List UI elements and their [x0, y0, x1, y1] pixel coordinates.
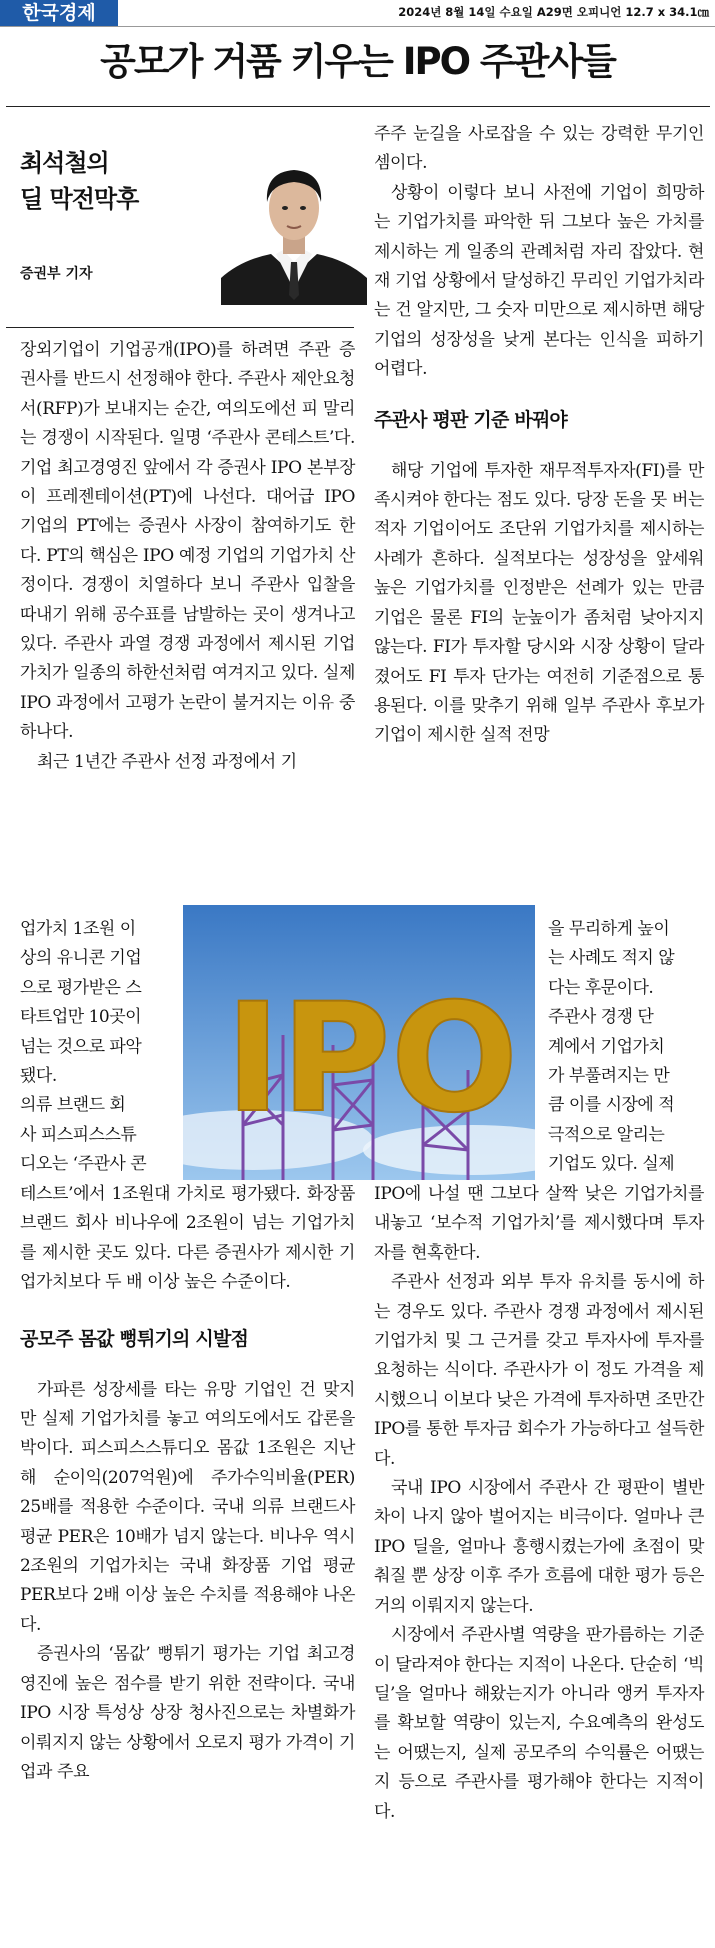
- text-line: 큼 이를 시장에 적: [548, 1095, 675, 1116]
- right-wrap-text: [548, 915, 706, 1180]
- left-column-top: [20, 336, 355, 777]
- text-line: 는 사례도 적지 않: [548, 948, 675, 969]
- right-column-bottom: [374, 1180, 704, 1827]
- ipo-sign-letters: IPO: [225, 972, 519, 1146]
- paragraph: 가파른 성장세를 타는 유망 기업인 건 맞지만 실제 기업가치를 놓고 여의도에서도 갑론을박이다. 피스피스스튜디오 몸값 1조원은 지난해 순이익(207억원)에 주가수익비율(PER) 25배를 적용한 수준이다. 국내 의류 브랜드사 평균 PER은 10배가 넘지 않는다. 비나우 역시 2조원의 기업가치는 국내 화장품 기업 평균 PER보다 2배 이상 높은 수치를 적용해야 나온다.: [20, 1379, 355, 1635]
- text-line: 가 부풀려지는 만: [548, 1066, 670, 1087]
- text-line: 업가치 1조원 이: [20, 919, 136, 939]
- column-title-line2: 딜 막전막후: [20, 185, 139, 213]
- headline-rule: [6, 106, 710, 107]
- paragraph: 국내 IPO 시장에서 주관사 간 평판이 별반 차이 나지 않아 벌어지는 비극이다. 얼마나 큰 IPO 딜을, 얼마나 흥행시켰는가에 초점이 맞춰질 뿐 상장 이후 주가 흐름에 대한 평가 등은 거의 이뤄지지 않는다.: [374, 1478, 704, 1616]
- ipo-letters: [225, 972, 518, 1146]
- text-line: 을 무리하게 높이: [548, 919, 670, 939]
- paragraph: 주관사 선정과 외부 투자 유치를 동시에 하는 경우도 있다. 주관사 경쟁 과정에서 제시된 기업가치 및 그 근거를 갖고 투자사에 투자를 요청하는 식이다. 주관사가 이 정도 가격을 제시했으니 이보다 낮은 가격에 투자하면 조만간 IPO를 통한 투자금 회수가 가능하다고 설득한다.: [374, 1272, 704, 1469]
- paragraph: 시장에서 주관사별 역량을 판가름하는 기준이 달라져야 한다는 지적이 나온다. 단순히 ‘빅딜’을 얼마나 해왔는지가 아니라 앵커 투자자를 확보할 역량이 있는지, 수요예측의 완성도는 어땠는지, 실제 공모주의 수익률은 어땠는지 등으로 주관사를 평가해야 한다는 지적이다.: [374, 1625, 704, 1822]
- text-line: 디오는 ‘주관사 콘: [20, 1154, 147, 1175]
- text-line: 주관사 경쟁 단: [548, 1007, 654, 1028]
- text-line: 다는 후문이다.: [548, 977, 654, 998]
- text-line: 사 피스피스스튜: [20, 1124, 137, 1145]
- left-column-bottom: [20, 1180, 355, 1787]
- text-line: 기업도 있다. 실제: [548, 1154, 675, 1175]
- paragraph: 테스트’에서 1조원대 가치로 평가됐다. 화장품 브랜드 회사 비나우에 2조원이 넘는 기업가치를 제시한 곳도 있다. 다른 증권사가 제시한 기업가치보다 두 배 이상 높은 수준이다.: [20, 1184, 355, 1293]
- column-title: [20, 145, 138, 217]
- left-column-rule: [6, 327, 354, 328]
- ipo-sign-image: [183, 905, 535, 1180]
- newspaper-logo: 한국경제: [0, 0, 118, 26]
- text-line: 됐다.: [20, 1066, 57, 1087]
- paragraph: 증권사의 ‘몸값’ 뻥튀기 평가는 기업 최고경영진에 높은 점수를 받기 위한 전략이다. 국내 IPO 시장 특성상 상장 청사진으로는 차별화가 이뤄지지 않는 상황에서 오로지 평가 가격이 기업과 주요: [20, 1644, 355, 1782]
- paragraph: 상황이 이렇다 보니 사전에 기업이 희망하는 기업가치를 파악한 뒤 그보다 높은 가치를 제시하는 게 일종의 관례처럼 자리 잡았다. 현재 기업 상황에서 달성하긴 무리인 기업가치라는 건 알지만, 그 숫자 미만으로 제시하면 해당 기업의 성장성을 낮게 본다는 인식을 피하기 어렵다.: [374, 182, 704, 380]
- paragraph: 해당 기업에 투자한 재무적투자자(FI)를 만족시켜야 한다는 점도 있다. 당장 돈을 못 버는 적자 기업이어도 조단위 기업가치를 제시하는 사례가 흔하다. 실적보다는 성장성을 앞세워 높은 기업가치를 인정받은 선례가 있는 만큼 기업은 물론 FI의 눈높이가 좀처럼 낮아지지 않는다. FI가 투자할 당시와 시장 상황이 달라졌어도 FI 투자 단가는 여전히 기준점으로 통용된다. 이를 맞추기 위해 일부 주관사 후보가 기업이 제시한 실적 전망: [374, 460, 704, 746]
- paragraph: 최근 1년간 주관사 선정 과정에서 기: [37, 751, 297, 772]
- byline: 증권부 기자: [20, 266, 93, 282]
- text-line: 넘는 것으로 파악: [20, 1036, 142, 1057]
- subheading: 공모주 몸값 뻥튀기의 시발점: [20, 1327, 249, 1350]
- column-title-line1: 최석철의: [20, 149, 109, 177]
- text-line: 의류 브랜드 회: [20, 1095, 126, 1116]
- masthead: [0, 0, 715, 27]
- article-headline: 공모가 거품 키우는 IPO 주관사들: [100, 40, 615, 83]
- paragraph: IPO에 나설 땐 그보다 살짝 낮은 기업가치를 내놓고 ‘보수적 기업가치’를 제시했다며 투자자를 현혹한다.: [374, 1184, 704, 1263]
- dateline: 2024년 8월 14일 수요일 A29면 오피니언 12.7 x 34.1㎝: [398, 5, 709, 19]
- text-line: 으로 평가받은 스: [20, 977, 142, 998]
- subheading: 주관사 평판 기준 바꿔야: [374, 408, 567, 431]
- text-line: 상의 유니콘 기업: [20, 948, 142, 969]
- paragraph: 장외기업이 기업공개(IPO)를 하려면 주관 증권사를 반드시 선정해야 한다. 주관사 제안요청서(RFP)가 보내지는 순간, 여의도에선 피 말리는 경쟁이 시작된다. 일명 ‘주관사 콘테스트’다. 기업 최고경영진 앞에서 각 증권사 IPO 본부장이 프레젠테이션(PT)에 나선다. 대어급 IPO 기업의 PT에는 증권사 사장이 참여하기도 한다. PT의 핵심은 IPO 예정 기업의 기업가치 산정이다. 경쟁이 치열하다 보니 주관사 입찰을 따내기 위해 공수표를 남발하는 곳이 생겨나고 있다. 주관사 과열 경쟁 과정에서 제시된 기업가치가 일종의 하한선처럼 여겨지고 있다. 실제 IPO 과정에서 고평가 논란이 불거지는 이유 중 하나다.: [20, 340, 355, 743]
- paragraph: 주주 눈길을 사로잡을 수 있는 강력한 무기인 셈이다.: [374, 124, 704, 174]
- left-wrap-text: [20, 915, 176, 1180]
- text-line: 계에서 기업가치: [548, 1036, 665, 1057]
- text-line: 극적으로 알리는: [548, 1124, 665, 1145]
- right-column-top: [374, 120, 704, 751]
- text-line: 타트업만 10곳이: [20, 1007, 142, 1028]
- columnist-photo: [221, 150, 367, 305]
